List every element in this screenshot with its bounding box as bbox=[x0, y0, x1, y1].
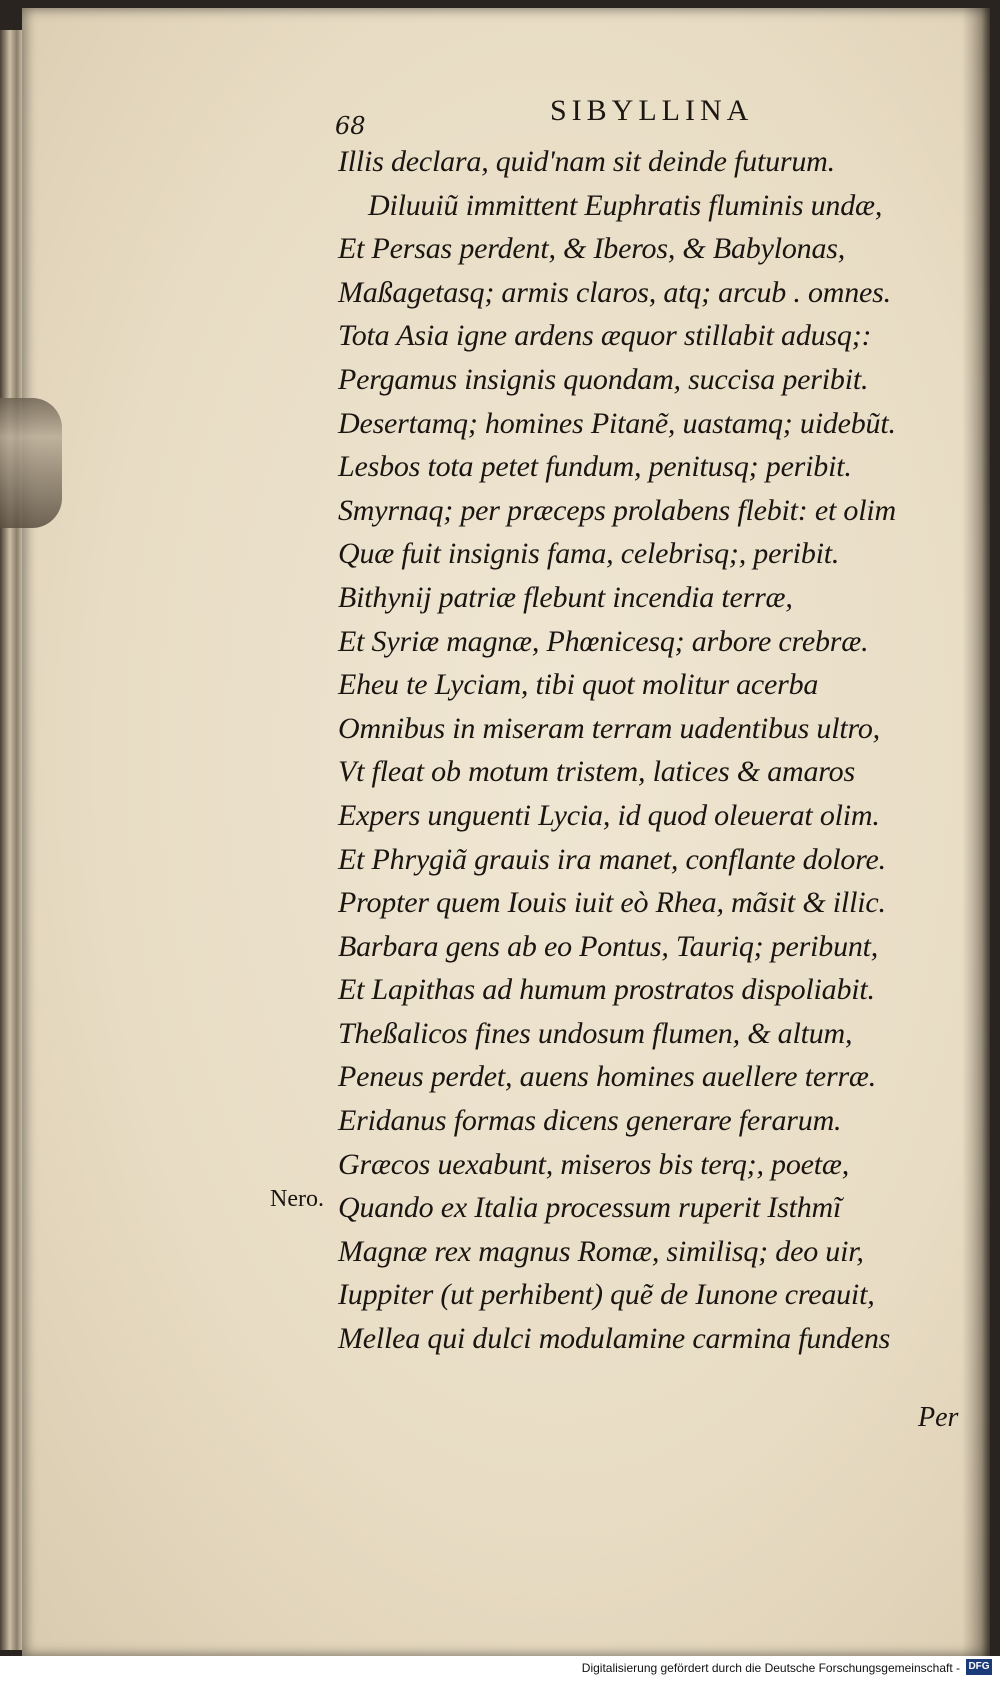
verse-line: Expers unguenti Lycia, id quod oleuerat olim. bbox=[338, 798, 880, 832]
verse-line: Et Lapithas ad humum prostratos dispoliabit. bbox=[338, 973, 875, 1007]
book-clasp bbox=[0, 398, 62, 528]
verse-line: Pergamus insignis quondam, succisa peribit. bbox=[338, 362, 869, 396]
verse-text bbox=[338, 140, 978, 1361]
catchword: Per bbox=[918, 1402, 959, 1433]
funding-credit: Digitalisierung gefördert durch die Deutsche Forschungsgemeinschaft - bbox=[581, 1661, 960, 1675]
digitization-footer bbox=[0, 1656, 1000, 1681]
verse-line: Græcos uexabunt, miseros bis terq;, poetæ, bbox=[338, 1147, 850, 1181]
verse-line: Peneus perdet, auens homines auellere terræ. bbox=[338, 1060, 877, 1094]
running-title: SIBYLLINA bbox=[550, 94, 754, 127]
verse-line: Smyrnaq; per præceps prolabens flebit: et olim bbox=[338, 493, 896, 527]
page-header bbox=[0, 88, 1000, 140]
verse-line: Theßalicos fines undosum flumen, & altum, bbox=[338, 1016, 853, 1050]
verse-line: Iuppiter (ut perhibent) quẽ de Iunone creauit, bbox=[338, 1278, 875, 1312]
verse-line: Propter quem Iouis iuit eò Rhea, mãsit & illic. bbox=[338, 886, 886, 920]
verse-line: Mellea qui dulci modulamine carmina fundens bbox=[338, 1322, 891, 1356]
dfg-logo-icon: DFG bbox=[966, 1659, 992, 1675]
verse-line: Eheu te Lyciam, tibi quot molitur acerba bbox=[338, 668, 819, 702]
page-number: 68 bbox=[335, 112, 366, 140]
verse-line: Barbara gens ab eo Pontus, Tauriq; peribunt, bbox=[338, 929, 879, 963]
verse-line: Maßagetasq; armis claros, atq; arcub . omnes. bbox=[338, 275, 891, 309]
verse-line: Vt fleat ob motum tristem, latices & amaros bbox=[338, 755, 855, 789]
verse-line: Et Syriæ magnæ, Phœnicesq; arbore crebræ. bbox=[338, 624, 869, 658]
marginal-note: Nero. bbox=[270, 1186, 324, 1212]
verse-line: Eridanus formas dicens generare ferarum. bbox=[338, 1104, 842, 1138]
verse-line: Desertamq; homines Pitanẽ, uastamq; uidebũt. bbox=[338, 406, 896, 440]
verse-line: Bithynij patriæ flebunt incendia terræ, bbox=[338, 580, 793, 614]
verse-line: Magnæ rex magnus Romæ, similisq; deo uir, bbox=[338, 1234, 864, 1268]
verse-line: Et Phrygiã grauis ira manet, conflante dolore. bbox=[338, 842, 886, 876]
verse-line: Quæ fuit insignis fama, celebrisq;, peribit. bbox=[338, 537, 840, 571]
verse-line: Tota Asia igne ardens æquor stillabit adusq;: bbox=[338, 319, 872, 353]
verse-line: Omnibus in miseram terram uadentibus ultro, bbox=[338, 711, 880, 745]
verse-line: Et Persas perdent, & Iberos, & Babylonas, bbox=[338, 232, 846, 266]
verse-line: Illis declara, quid'nam sit deinde futurum. bbox=[338, 145, 835, 178]
verse-line: Diluuiũ immittent Euphratis fluminis undæ, bbox=[368, 188, 883, 222]
verse-line: Quando ex Italia processum ruperit Isthmĩ bbox=[338, 1191, 842, 1225]
verse-line: Lesbos tota petet fundum, penitusq; peribit. bbox=[338, 450, 852, 484]
